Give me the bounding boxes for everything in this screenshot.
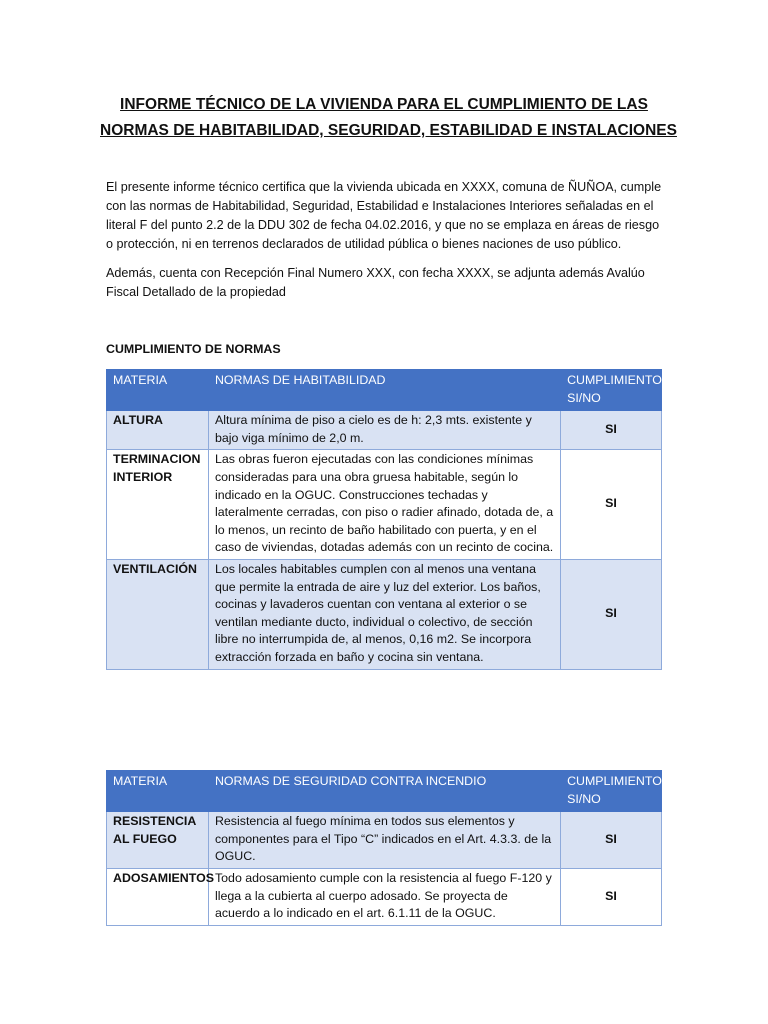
row-norma: Los locales habitables cumplen con al menos una ventana que permite la entrada de aire y luz del exterior. Los baños, cocinas y lavaderos cuentan con ventana al exterior o se ventilan mediante ducto, individual o colectivo, de sección libre no interrumpida de, al menos, 0,16 m2. Se incorpora extracción forzada en baño y cocina sin ventana. (208, 559, 560, 669)
row-norma: Resistencia al fuego mínima en todos sus elementos y componentes para el Tipo “C” indicados en el Art. 4.3.3. de la OGUC. (208, 812, 560, 869)
row-norma: Todo adosamiento cumple con la resistencia al fuego F-120 y llega a la cubierta al cuerpo adosado. Se proyecta de acuerdo a lo indicado en el art. 6.1.11 de la OGUC. (208, 868, 560, 925)
header-normas: NORMAS DE HABITABILIDAD (208, 370, 560, 411)
row-materia: RESISTENCIA AL FUEGO (107, 812, 209, 869)
table-row (107, 450, 662, 560)
table-header-row (107, 370, 662, 411)
header-normas: NORMAS DE SEGURIDAD CONTRA INCENDIO (208, 771, 560, 812)
header-materia: MATERIA (107, 771, 209, 812)
table-row (107, 812, 662, 869)
section-heading: CUMPLIMIENTO DE NORMAS (106, 342, 281, 356)
table-row (107, 559, 662, 669)
row-cumple: SI (561, 450, 662, 560)
title-line-1: INFORME TÉCNICO DE LA VIVIENDA PARA EL CUMPLIMIENTO DE LAS (120, 96, 648, 113)
row-materia: ALTURA (107, 411, 209, 450)
row-norma: Altura mínima de piso a cielo es de h: 2,3 mts. existente y bajo viga mínimo de 2,0 m. (208, 411, 560, 450)
row-cumple: SI (561, 868, 662, 925)
row-materia: ADOSAMIENTOS (107, 868, 209, 925)
table-row (107, 868, 662, 925)
habitability-table (106, 369, 662, 670)
intro-paragraph: El presente informe técnico certifica que la vivienda ubicada en XXXX, comuna de ÑUÑOA, cumple con las normas de Habitabilidad, Seguridad, Estabilidad e Instalaciones Interiores señaladas en el literal F del punto 2.2 de la DDU 302 de fecha 04.02.2016, y que no se emplaza en áreas de riesgo o protección, ni en terrenos declarados de utilidad pública o bienes naciones de uso público. (106, 180, 662, 251)
row-cumple: SI (561, 559, 662, 669)
row-materia: TERMINACION INTERIOR (107, 450, 209, 560)
table-header-row (107, 771, 662, 812)
document-title (100, 92, 677, 144)
fire-safety-table (106, 770, 662, 926)
row-norma: Las obras fueron ejecutadas con las condiciones mínimas consideradas para una obra gruesa habitable, según lo indicado en la OGUC. Construcciones techadas y lateralmente cerradas, con piso o radier afinado, dotada de, a lo menos, un recinto de baño habilitado con puerta, y en el caso de viviendas, dotadas además con un recinto de cocina. (208, 450, 560, 560)
table-row (107, 411, 662, 450)
row-cumple: SI (561, 411, 662, 450)
title-line-2: NORMAS DE HABITABILIDAD, SEGURIDAD, ESTABILIDAD E INSTALACIONES (100, 122, 677, 139)
row-cumple: SI (561, 812, 662, 869)
header-materia: MATERIA (107, 370, 209, 411)
header-cumplimiento: CUMPLIMIENTO SI/NO (561, 771, 662, 812)
row-materia: VENTILACIÓN (107, 559, 209, 669)
reception-paragraph: Además, cuenta con Recepción Final Numero XXX, con fecha XXXX, se adjunta además Avalúo Fiscal Detallado de la propiedad (106, 266, 645, 299)
header-cumplimiento: CUMPLIMIENTO SI/NO (561, 370, 662, 411)
